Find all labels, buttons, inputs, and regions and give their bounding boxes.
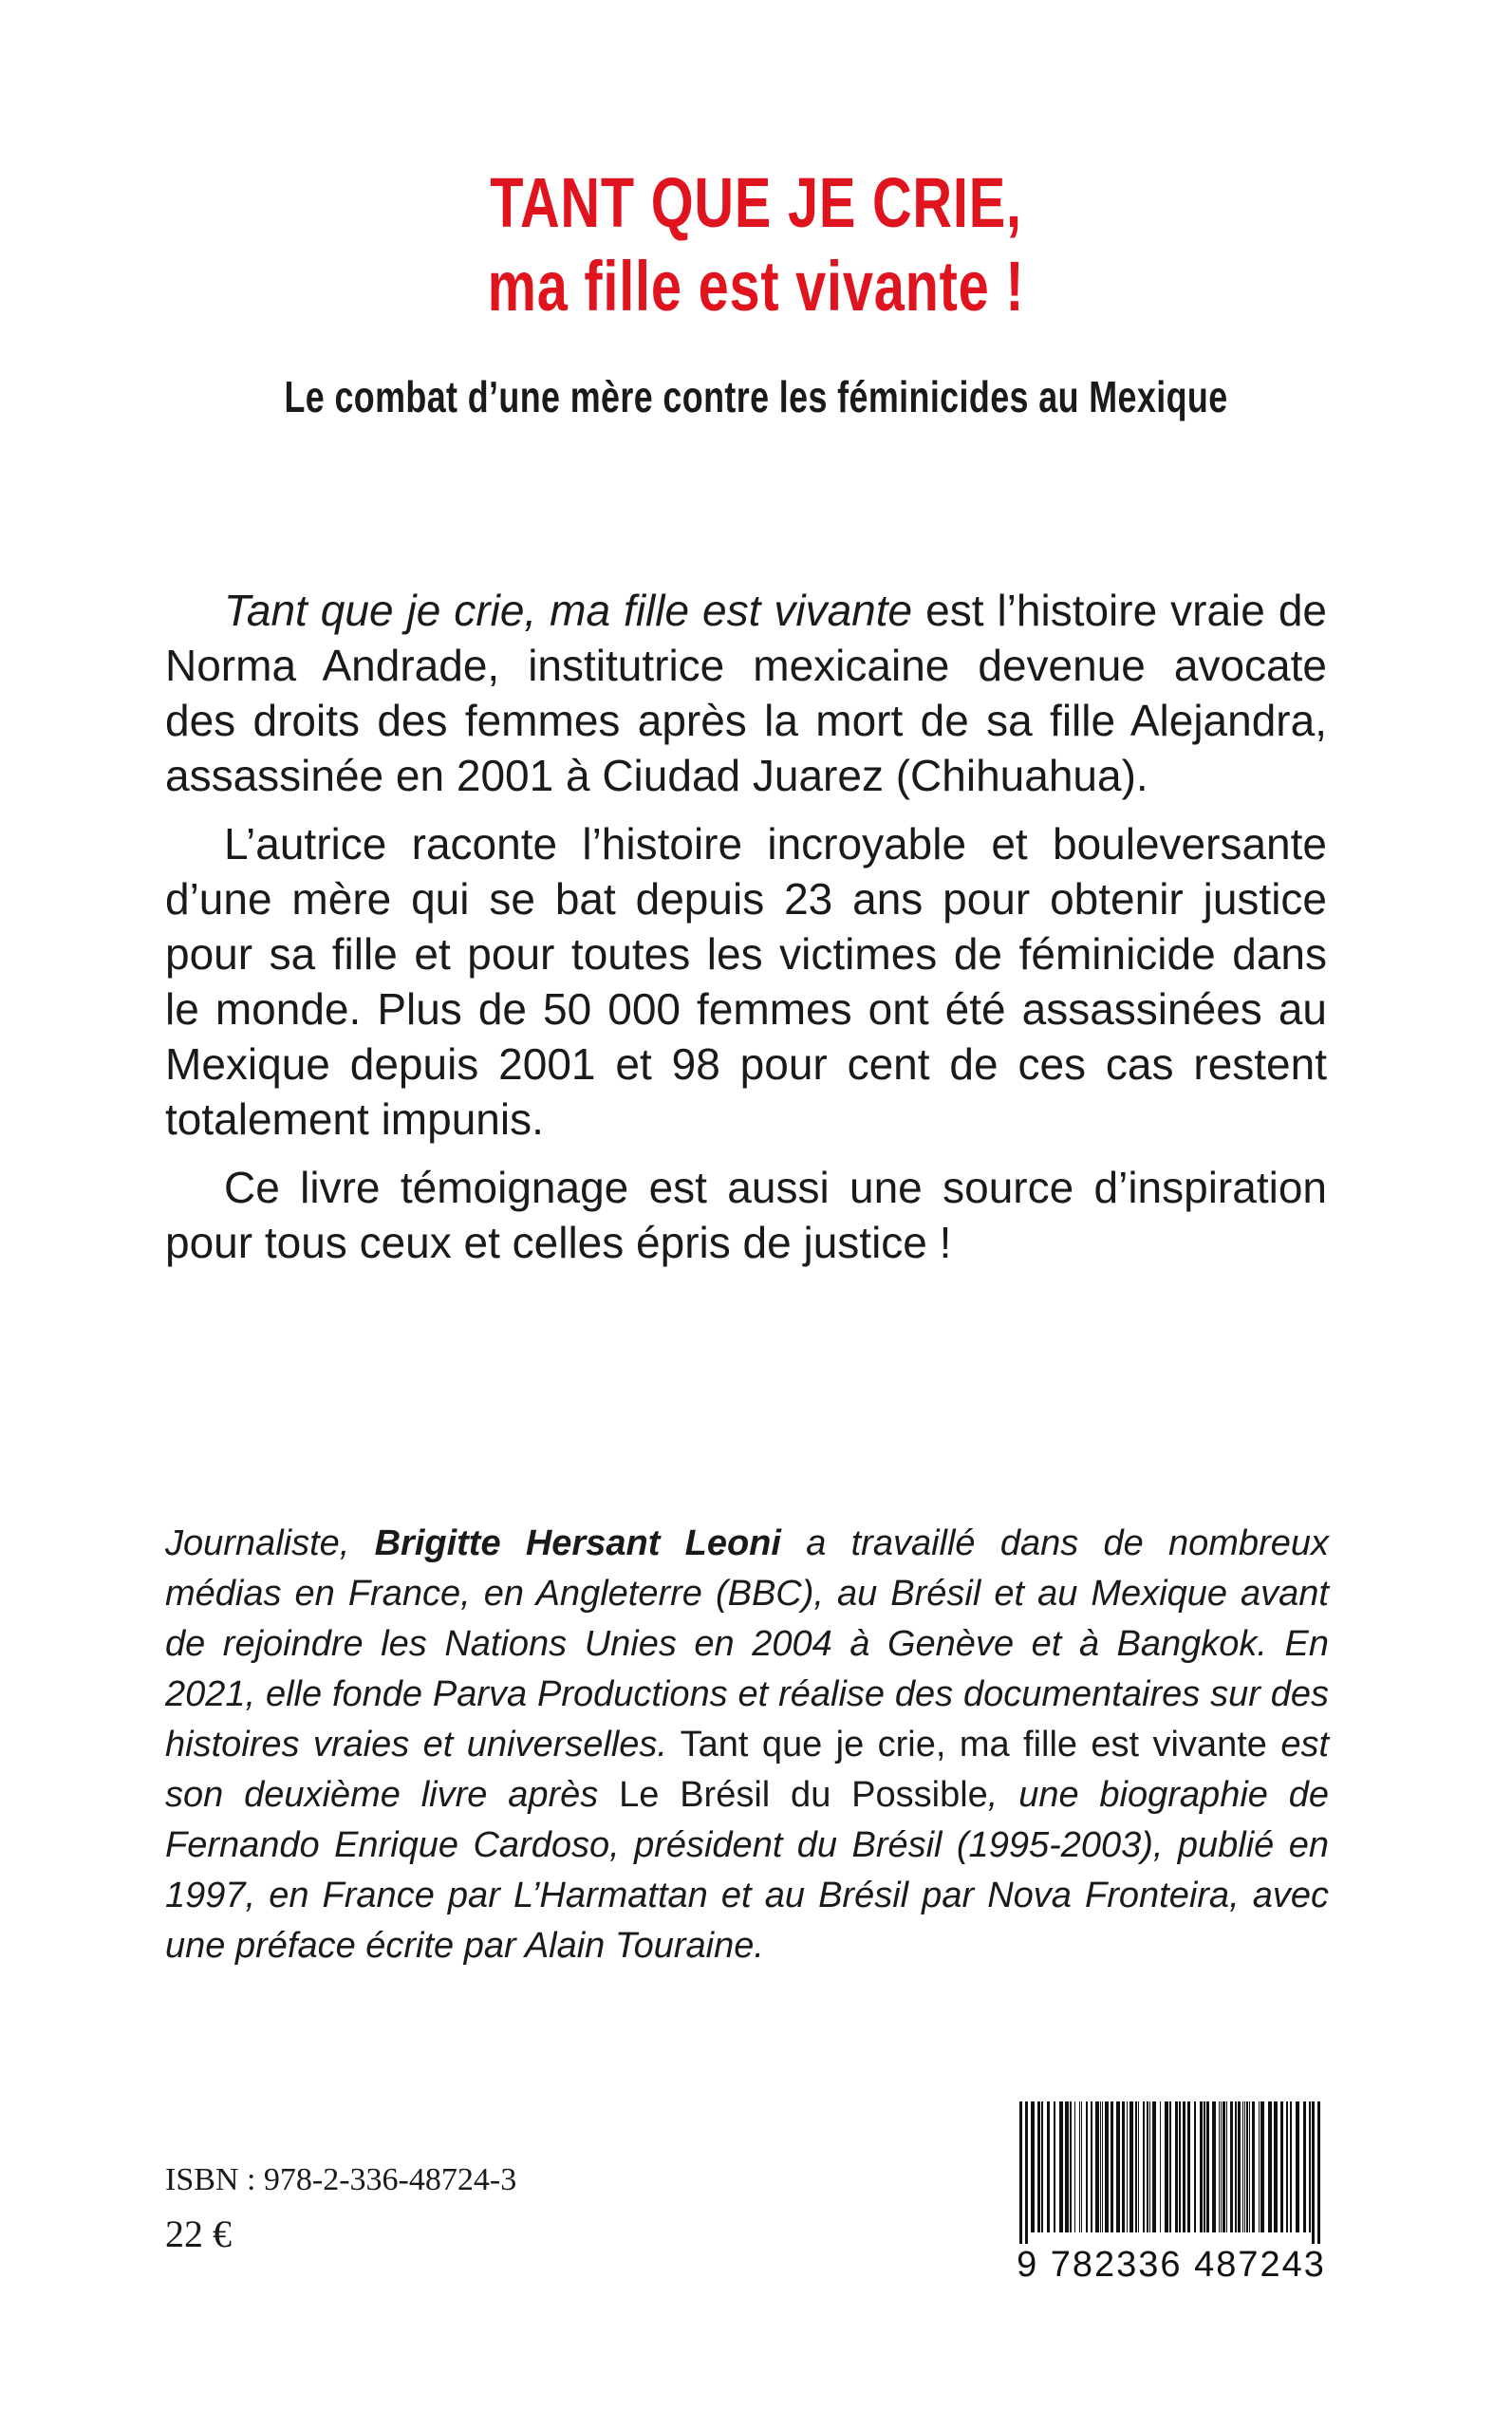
book-subtitle: Le combat d’une mère contre les féminicides au Mexique	[284, 372, 1228, 421]
barcode-bar	[1244, 2101, 1245, 2232]
barcode-bar	[1303, 2101, 1306, 2232]
barcode-bar	[1187, 2101, 1190, 2232]
barcode-bar	[1169, 2101, 1171, 2232]
summary-paragraph-1	[165, 583, 1327, 803]
barcode-digits: 9 782336 487243	[1017, 2245, 1326, 2285]
bio-book-title-1: Tant que je crie, ma fille est vivante	[666, 1725, 1267, 1765]
bio-text-4: , une biographie de Fernando Enrique Cardoso, président du Brésil (1995-2003), publié en 1997, en France par L’Harmattan et au Brésil par Nova Fronteira, avec une préface écrite par Alain Touraine.	[165, 1775, 1330, 1966]
barcode-bar	[1309, 2101, 1311, 2232]
barcode-bar	[1246, 2101, 1248, 2232]
barcode-bar	[1129, 2101, 1133, 2232]
barcode-bar	[1059, 2101, 1063, 2232]
barcode-bar	[1280, 2101, 1283, 2232]
barcode-bar	[1081, 2101, 1082, 2232]
book-title	[0, 161, 1512, 328]
barcode-bar	[1317, 2101, 1320, 2244]
barcode-bar	[1091, 2101, 1092, 2232]
barcode-bar	[1242, 2101, 1243, 2232]
title-line-1: TANT QUE JE CRIE,	[490, 163, 1022, 242]
summary-paragraph-3: Ce livre témoignage est aussi une source d’inspiration pour tous ceux et celles épris de justice !	[165, 1163, 1327, 1267]
barcode-bar	[1019, 2101, 1022, 2244]
barcode-bar	[1054, 2101, 1055, 2232]
barcode-bar	[1111, 2101, 1113, 2232]
barcode-bar	[1037, 2101, 1040, 2232]
barcode-bar	[1147, 2101, 1148, 2232]
barcode-bar	[1221, 2101, 1222, 2232]
barcode-bar	[1138, 2101, 1139, 2232]
barcode-bar	[1031, 2101, 1035, 2232]
barcode-bar	[1219, 2101, 1220, 2232]
barcode-bar	[1041, 2101, 1043, 2232]
barcode-bar	[1226, 2101, 1227, 2232]
barcode-bar	[1127, 2101, 1128, 2232]
author-bio	[165, 1519, 1329, 1971]
barcode-bar	[1079, 2101, 1080, 2232]
barcode-bar	[1200, 2101, 1203, 2232]
barcode-bar	[1152, 2101, 1156, 2232]
barcode-bar	[1212, 2101, 1216, 2232]
barcode-bar	[1102, 2101, 1103, 2232]
barcode-bar	[1047, 2101, 1050, 2232]
barcode-bar	[1312, 2101, 1315, 2244]
bio-text-3: est son deuxième livre après	[165, 1725, 1330, 1815]
barcode-bar	[1135, 2101, 1137, 2232]
bio-book-title-2: Le Brésil du Possible	[598, 1775, 988, 1815]
barcode-bar	[1206, 2101, 1209, 2232]
summary-paragraph-2: L’autrice raconte l’histoire incroyable et bouleversante d’une mère qui se bat depuis 23 ans pour obtenir justice pour sa fille et pour toutes les victimes de féminicide dans le monde. Plus de 50 000 femmes ont été assassinées au Mexique depuis 2001 et 98 pour cent de ces cas restent totalement impunis.	[165, 819, 1327, 1144]
barcode-bar	[1183, 2101, 1185, 2232]
barcode-bar	[1095, 2101, 1099, 2232]
barcode-bar	[1235, 2101, 1237, 2232]
author-name: Brigitte Hersant Leoni	[374, 1523, 781, 1563]
barcode-bar	[1122, 2101, 1125, 2232]
barcode-bar	[1175, 2101, 1178, 2232]
barcode-bar	[1194, 2101, 1196, 2232]
barcode-bar	[1070, 2101, 1072, 2232]
barcode-bar	[1290, 2101, 1292, 2232]
barcode-bar	[1249, 2101, 1250, 2232]
price-text: 22 €	[165, 2213, 232, 2255]
barcode-bar	[1116, 2101, 1120, 2232]
barcode-bar	[1252, 2101, 1255, 2232]
barcode-bar	[1223, 2101, 1225, 2232]
barcode-bar	[1165, 2101, 1168, 2232]
barcode-bar	[1160, 2101, 1161, 2232]
barcode-bar	[1100, 2101, 1101, 2232]
barcode-bar	[1230, 2101, 1233, 2232]
barcode-bars	[1014, 2101, 1329, 2244]
barcode-bar	[1105, 2101, 1109, 2232]
barcode-bar	[1204, 2101, 1205, 2232]
summary-text	[165, 583, 1327, 1283]
barcode-bar	[1274, 2101, 1278, 2232]
barcode-bar	[1149, 2101, 1150, 2232]
barcode-bar	[1086, 2101, 1088, 2232]
barcode-bar	[1296, 2101, 1299, 2232]
barcode	[1014, 2101, 1329, 2301]
bio-text-2: a travaillé dans de nombreux médias en France, en Angleterre (BBC), au Brésil et au Mexique avant de rejoindre les Nations Unies en 2004 à Genève et à Bangkok. En 2021, elle fonde Parva Productions et réalise des documentaires sur des histoires vraies et universelles.	[165, 1523, 1329, 1765]
barcode-bar	[1179, 2101, 1181, 2232]
barcode-bar	[1238, 2101, 1241, 2232]
barcode-bar	[1143, 2101, 1145, 2232]
barcode-bar	[1268, 2101, 1272, 2232]
summary-title-ref: Tant que je crie, ma fille est vivante	[224, 586, 913, 635]
barcode-bar	[1065, 2101, 1069, 2232]
title-line-2: ma fille est vivante !	[487, 247, 1025, 326]
isbn-text: ISBN : 978-2-336-48724-3	[165, 2162, 517, 2197]
barcode-bar	[1286, 2101, 1288, 2232]
summary-p1-text: est l’histoire vraie de Norma Andrade, institutrice mexicaine devenue avocate des droits des femmes après la mort de sa fille Alejandra, assassinée en 2001 à Ciudad Juarez (Chihuahua).	[165, 586, 1327, 800]
barcode-bar	[1025, 2101, 1028, 2244]
barcode-bar	[1074, 2101, 1075, 2232]
barcode-bar	[1260, 2101, 1264, 2232]
bio-text-1: Journaliste,	[165, 1523, 375, 1563]
barcode-bar	[1259, 2101, 1260, 2232]
